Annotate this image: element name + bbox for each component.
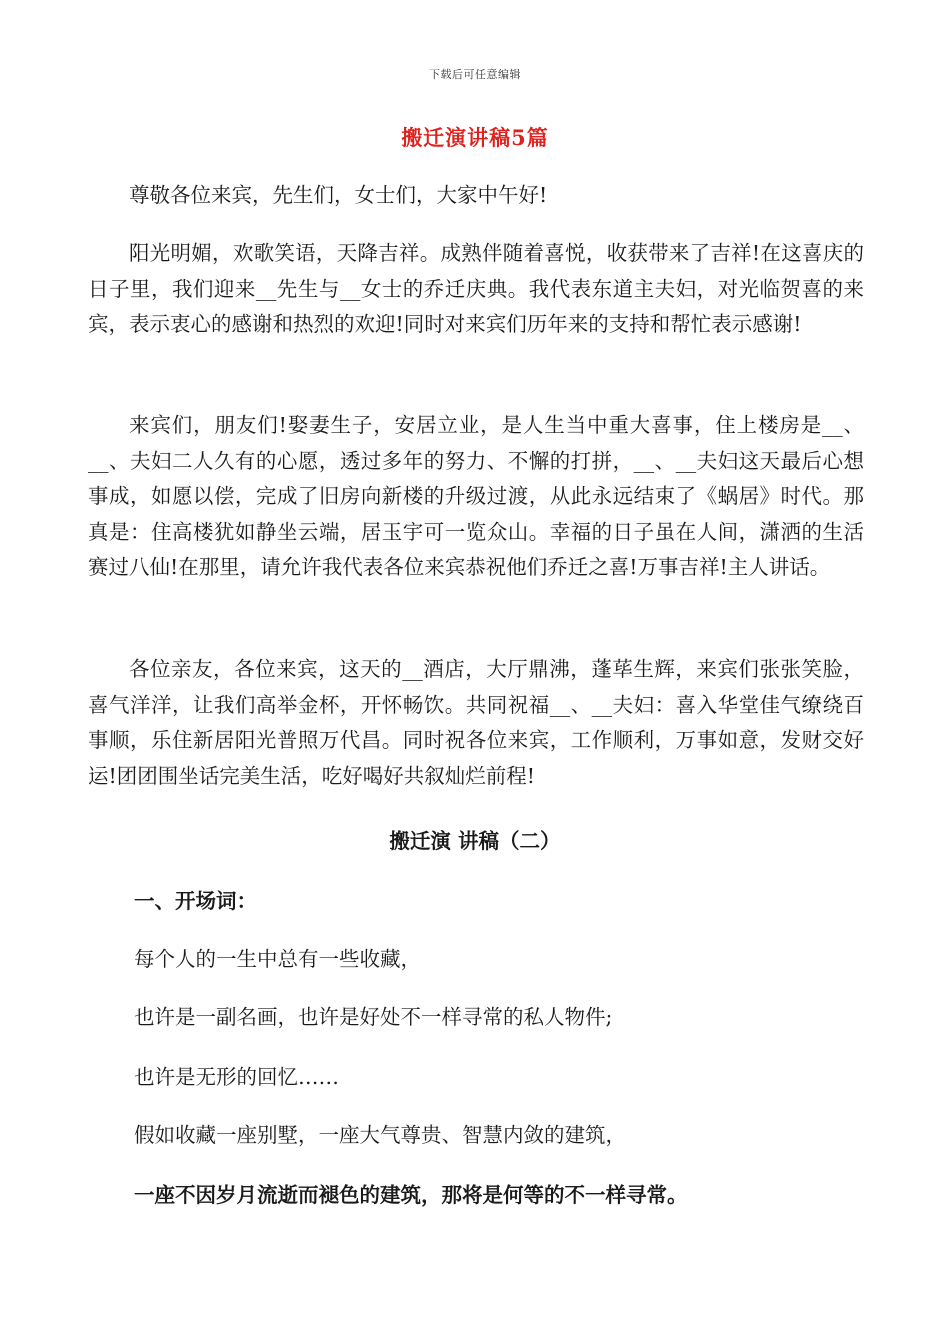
- header-note: 下载后可任意编辑: [429, 68, 521, 81]
- section-2-subheading: 一、开场词：: [134, 889, 257, 913]
- section-2-line-4: 假如收藏一座别墅，一座大气尊贵、智慧内敛的建筑，: [134, 1123, 626, 1147]
- body-paragraph-3: 各位亲友，各位来宾，这天的__酒店，大厅鼎沸，蓬荜生辉，来宾们张张笑脸，喜气洋洋，让我们高举金杯，开怀畅饮。共同祝福__、__夫妇：喜入华堂佳气缭绕百事顺，乐住新居阳光普照万代昌。同时祝各位来宾，工作顺利，万事如意，发财交好运!团团围坐话完美生活，吃好喝好共叙灿烂前程!: [88, 657, 864, 788]
- section-2-line-5: 一座不因岁月流逝而褪色的建筑，那将是何等的不一样寻常。: [134, 1183, 688, 1207]
- section-2-line-3: 也许是无形的回忆……: [134, 1065, 339, 1089]
- section-2-line-1: 每个人的一生中总有一些收藏，: [134, 947, 421, 971]
- greeting-paragraph: 尊敬各位来宾，先生们，女士们，大家中午好!: [129, 183, 548, 207]
- body-paragraph-1: 阳光明媚，欢歌笑语，天降吉祥。成熟伴随着喜悦，收获带来了吉祥!在这喜庆的日子里，我们迎来__先生与__女士的乔迁庆典。我代表东道主夫妇，对光临贺喜的来宾，表示衷心的感谢和热烈的欢迎!同时对来宾们历年来的支持和帮忙表示感谢!: [88, 241, 864, 336]
- section-2-title: 搬迁演 讲稿（二）: [389, 829, 561, 853]
- body-paragraph-2: 来宾们，朋友们!娶妻生子，安居立业，是人生当中重大喜事，住上楼房是__、__、夫妇二人久有的心愿，透过多年的努力、不懈的打拼，__、__夫妇这天最后心想事成，如愿以偿，完成了旧房向新楼的升级过渡，从此永远结束了《蜗居》时代。那真是：住高楼犹如静坐云端，居玉宇可一览众山。幸福的日子虽在人间，潇洒的生活赛过八仙!在那里，请允许我代表各位来宾恭祝他们乔迁之喜!万事吉祥!主人讲话。: [88, 413, 864, 579]
- document-title: 搬迁演讲稿5篇: [401, 125, 549, 150]
- section-2-line-2: 也许是一副名画，也许是好处不一样寻常的私人物件;: [134, 1005, 613, 1029]
